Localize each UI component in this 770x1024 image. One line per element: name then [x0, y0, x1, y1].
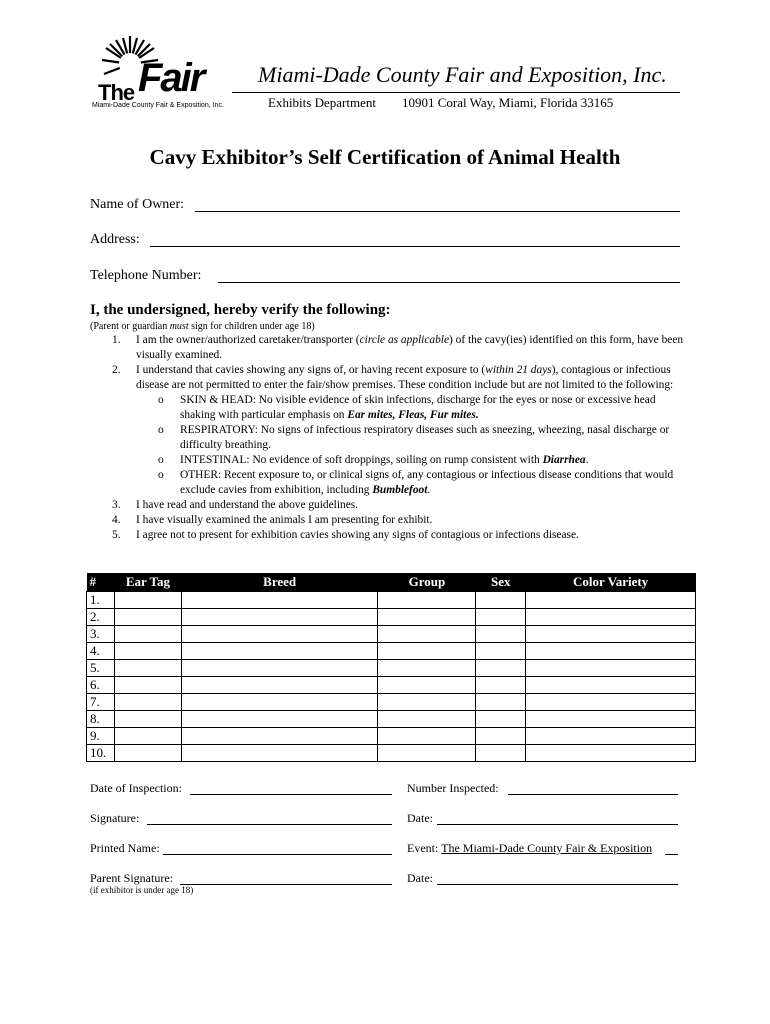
- parent-guardian-note: (Parent or guardian must sign for children under age 18): [90, 321, 315, 332]
- color-variety-cell[interactable]: [526, 660, 696, 677]
- parent-date-field[interactable]: [437, 884, 678, 885]
- column-header-color-variety: Color Variety: [526, 573, 696, 592]
- logo-subtitle: Miami-Dade County Fair & Exposition, Inc.: [92, 102, 224, 109]
- list-item: 3. I have read and understand the above guidelines.: [112, 499, 359, 511]
- breed-cell[interactable]: [181, 643, 378, 660]
- date-label: Date:: [407, 811, 433, 825]
- address-field[interactable]: [150, 246, 680, 247]
- sub-list-item: o INTESTINAL: No evidence of soft droppings, soiling on rump consistent with Diarrhea.: [158, 454, 589, 466]
- the-fair-logo: [92, 34, 232, 114]
- breed-cell[interactable]: [181, 677, 378, 694]
- ear-tag-cell[interactable]: [114, 677, 181, 694]
- color-variety-cell[interactable]: [526, 592, 696, 609]
- number-inspected-label: Number Inspected:: [407, 781, 499, 795]
- number-inspected-field[interactable]: [508, 794, 678, 795]
- table-row: [87, 609, 696, 626]
- ear-tag-cell[interactable]: [114, 711, 181, 728]
- table-row: [87, 677, 696, 694]
- ear-tag-cell[interactable]: [114, 694, 181, 711]
- sex-cell[interactable]: [476, 660, 526, 677]
- ear-tag-cell[interactable]: [114, 626, 181, 643]
- printed-name-field[interactable]: [163, 854, 392, 855]
- row-number: 2.: [87, 609, 115, 626]
- ear-tag-cell[interactable]: [114, 592, 181, 609]
- group-cell[interactable]: [378, 745, 476, 762]
- row-number: 5.: [87, 660, 115, 677]
- table-header-row: [87, 573, 696, 592]
- column-header-breed: Breed: [181, 573, 378, 592]
- breed-cell[interactable]: [181, 592, 378, 609]
- row-number: 7.: [87, 694, 115, 711]
- table-row: [87, 728, 696, 745]
- row-number: 1.: [87, 592, 115, 609]
- group-cell[interactable]: [378, 592, 476, 609]
- certification-list: [90, 333, 690, 543]
- ear-tag-cell[interactable]: [114, 728, 181, 745]
- group-cell[interactable]: [378, 609, 476, 626]
- verify-heading: I, the undersigned, hereby verify the following:: [90, 302, 391, 318]
- event-label: Event:: [407, 841, 439, 855]
- sex-cell[interactable]: [476, 728, 526, 745]
- row-number: 8.: [87, 711, 115, 728]
- sex-cell[interactable]: [476, 626, 526, 643]
- table-row: [87, 592, 696, 609]
- breed-cell[interactable]: [181, 711, 378, 728]
- breed-cell[interactable]: [181, 694, 378, 711]
- color-variety-cell[interactable]: [526, 694, 696, 711]
- owner-name-label: Name of Owner:: [90, 197, 185, 212]
- sex-cell[interactable]: [476, 677, 526, 694]
- group-cell[interactable]: [378, 677, 476, 694]
- event-line-tail: [665, 854, 678, 855]
- row-number: 9.: [87, 728, 115, 745]
- department-name: Exhibits Department: [268, 95, 376, 110]
- list-item: 2. I understand that cavies showing any signs of, or having recent exposure to (within 21 days), contagious or infectious disease are not permitted to enter the fair/show premises. These condition include but are not limited to the following:: [112, 364, 674, 391]
- sex-cell[interactable]: [476, 643, 526, 660]
- column-header-number: #: [87, 573, 115, 592]
- printed-name-label: Printed Name:: [90, 841, 160, 855]
- event-value: The Miami-Dade County Fair & Exposition: [441, 841, 653, 855]
- breed-cell[interactable]: [181, 745, 378, 762]
- row-number: 4.: [87, 643, 115, 660]
- sex-cell[interactable]: [476, 711, 526, 728]
- animal-table: [86, 573, 696, 762]
- color-variety-cell[interactable]: [526, 643, 696, 660]
- color-variety-cell[interactable]: [526, 728, 696, 745]
- date-of-inspection-field[interactable]: [190, 794, 392, 795]
- sex-cell[interactable]: [476, 694, 526, 711]
- group-cell[interactable]: [378, 643, 476, 660]
- phone-label: Telephone Number:: [90, 268, 202, 283]
- color-variety-cell[interactable]: [526, 677, 696, 694]
- row-number: 10.: [87, 745, 115, 762]
- ear-tag-cell[interactable]: [114, 609, 181, 626]
- list-item: 4. I have visually examined the animals I am presenting for exhibit.: [112, 514, 433, 526]
- ear-tag-cell[interactable]: [114, 745, 181, 762]
- sex-cell[interactable]: [476, 609, 526, 626]
- event-line: [407, 841, 652, 856]
- breed-cell[interactable]: [181, 609, 378, 626]
- group-cell[interactable]: [378, 660, 476, 677]
- signature-label: Signature:: [90, 811, 140, 825]
- parent-signature-label: Parent Signature:: [90, 871, 173, 885]
- table-row: [87, 643, 696, 660]
- organization-address: 10901 Coral Way, Miami, Florida 33165: [402, 95, 614, 110]
- parent-signature-field[interactable]: [180, 884, 392, 885]
- phone-field[interactable]: [218, 282, 680, 283]
- group-cell[interactable]: [378, 626, 476, 643]
- table-row: [87, 694, 696, 711]
- signature-field[interactable]: [147, 824, 392, 825]
- table-row: [87, 626, 696, 643]
- parent-signature-note: (if exhibitor is under age 18): [90, 885, 194, 895]
- organization-name: Miami-Dade County Fair and Exposition, Inc.: [258, 62, 667, 87]
- table-row: [87, 745, 696, 762]
- color-variety-cell[interactable]: [526, 609, 696, 626]
- list-item: 1. I am the owner/authorized caretaker/transporter (circle as applicable) of the cavy(ies) identified on this form, have been visually examined.: [112, 334, 684, 361]
- form-title: Cavy Exhibitor’s Self Certification of Animal Health: [149, 145, 621, 169]
- logo-the-text: The: [98, 80, 135, 105]
- sub-list-item: o OTHER: Recent exposure to, or clinical signs of, any contagious or infectious disease conditions that would exclude cavies from exhibition, including Bumblefoot.: [158, 469, 674, 496]
- group-cell[interactable]: [378, 711, 476, 728]
- color-variety-cell[interactable]: [526, 745, 696, 762]
- address-label: Address:: [90, 232, 140, 247]
- parent-date-label: Date:: [407, 871, 433, 885]
- sex-cell[interactable]: [476, 745, 526, 762]
- date-of-inspection-label: Date of Inspection:: [90, 781, 182, 795]
- column-header-ear-tag: Ear Tag: [114, 573, 181, 592]
- breed-cell[interactable]: [181, 728, 378, 745]
- row-number: 6.: [87, 677, 115, 694]
- color-variety-cell[interactable]: [526, 711, 696, 728]
- column-header-sex: Sex: [476, 573, 526, 592]
- group-cell[interactable]: [378, 694, 476, 711]
- group-cell[interactable]: [378, 728, 476, 745]
- header-divider: [232, 92, 680, 93]
- row-number: 3.: [87, 626, 115, 643]
- ear-tag-cell[interactable]: [114, 660, 181, 677]
- logo-fair-text: Fair: [138, 56, 204, 100]
- sub-list-item: o SKIN & HEAD: No visible evidence of skin infections, discharge for the eyes or nose or excessive head shaking with particular emphasis on Ear mites, Fleas, Fur mites.: [158, 394, 656, 421]
- column-header-group: Group: [378, 573, 476, 592]
- sub-list-item: o RESPIRATORY: No signs of infectious respiratory diseases such as sneezing, wheezing, nasal discharge or difficulty breathing.: [158, 424, 670, 451]
- breed-cell[interactable]: [181, 626, 378, 643]
- ear-tag-cell[interactable]: [114, 643, 181, 660]
- owner-name-field[interactable]: [195, 211, 680, 212]
- breed-cell[interactable]: [181, 660, 378, 677]
- sex-cell[interactable]: [476, 592, 526, 609]
- date-field[interactable]: [437, 824, 678, 825]
- list-item: 5. I agree not to present for exhibition cavies showing any signs of contagious or infections disease.: [112, 529, 579, 541]
- table-row: [87, 711, 696, 728]
- table-row: [87, 660, 696, 677]
- color-variety-cell[interactable]: [526, 626, 696, 643]
